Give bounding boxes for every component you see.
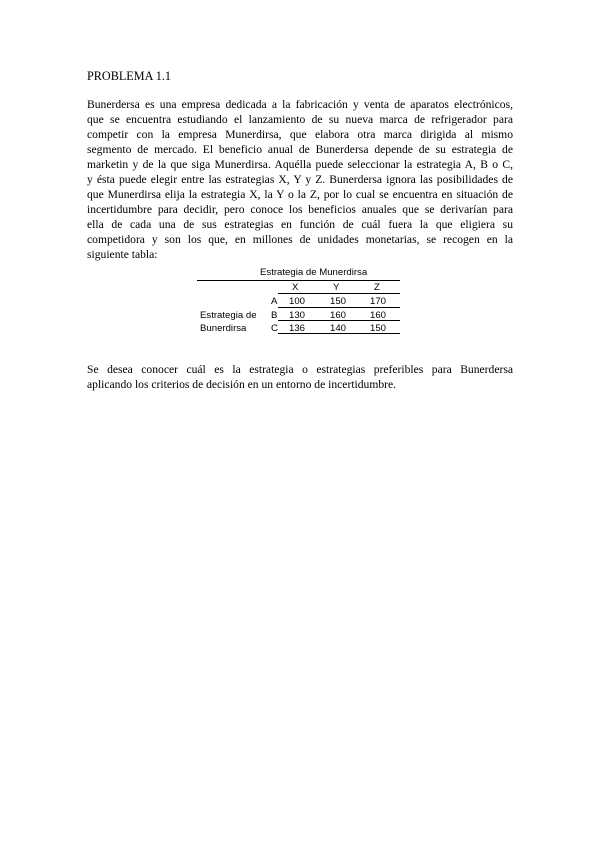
paragraph-line: incertidumbre para decidir, pero conoce los beneficios anuales que se derivarían para bbox=[87, 202, 513, 216]
paragraph-line: marketin y de la que siga Munerdirsa. Aquélla puede seleccionar la estrategia A, B o C, bbox=[87, 157, 513, 171]
payoff-table bbox=[0, 0, 600, 400]
paragraph-line: ella de cada una de sus estrategias en función de cuál fuera la que eligiera su bbox=[87, 217, 513, 231]
column-header-x: X bbox=[292, 282, 299, 293]
problem-title: PROBLEMA 1.1 bbox=[87, 69, 171, 83]
column-header-z: Z bbox=[374, 282, 380, 293]
paragraph-line: segmento de mercado. El beneficio anual de Bunerdersa depende de su estrategia de bbox=[87, 142, 513, 156]
column-header-y: Y bbox=[333, 282, 340, 293]
conclusion-line: Se desea conocer cuál es la estrategia o estrategias preferibles para Bunerdersa bbox=[87, 363, 513, 376]
cell-a-z: 170 bbox=[370, 296, 387, 307]
row-group-label-line2: Bunerdirsa bbox=[200, 323, 247, 334]
cell-a-y: 150 bbox=[330, 296, 347, 307]
header-rule bbox=[278, 293, 400, 294]
row-label-b: B bbox=[271, 310, 278, 321]
row-group-label-line1: Estrategia de bbox=[200, 310, 257, 321]
row-label-c: C bbox=[271, 323, 278, 334]
row-label-a: A bbox=[271, 296, 278, 307]
cell-c-x: 136 bbox=[289, 323, 306, 334]
table-bottom-rule bbox=[278, 333, 400, 334]
paragraph-line: y ésta puede elegir entre las estrategias X, Y y Z. Bunerdersa ignora las posibilidades de bbox=[87, 172, 513, 186]
paragraph-line: siguiente tabla: bbox=[87, 247, 158, 261]
cell-c-y: 140 bbox=[330, 323, 347, 334]
row-rule bbox=[278, 307, 400, 308]
paragraph-line: que se encuentra estudiando el lanzamiento de su nueva marca de refrigerador para bbox=[87, 112, 513, 126]
paragraph-line: Bunerdersa es una empresa dedicada a la fabricación y venta de aparatos electrónicos, bbox=[87, 98, 513, 111]
paragraph-line: competidora y son los que, en millones de unidades monetarias, se recogen en la bbox=[87, 232, 513, 246]
conclusion-line: aplicando los criterios de decisión en un entorno de incertidumbre. bbox=[87, 378, 397, 391]
paragraph-line: que Munerdirsa elija la estrategia X, la Y o la Z, por lo cual se encuentra en situación de bbox=[87, 187, 513, 201]
cell-a-x: 100 bbox=[289, 296, 306, 307]
cell-c-z: 150 bbox=[370, 323, 387, 334]
cell-b-y: 160 bbox=[330, 310, 347, 321]
paragraph-line: competir con la empresa Munerdirsa, que elabora otra marca dirigida al mismo bbox=[87, 127, 513, 141]
question-text bbox=[87, 362, 513, 392]
column-group-label: Estrategia de Munerdirsa bbox=[260, 267, 368, 278]
cell-b-z: 160 bbox=[370, 310, 387, 321]
row-rule bbox=[278, 320, 400, 321]
table-top-rule bbox=[197, 280, 400, 281]
cell-b-x: 130 bbox=[289, 310, 306, 321]
